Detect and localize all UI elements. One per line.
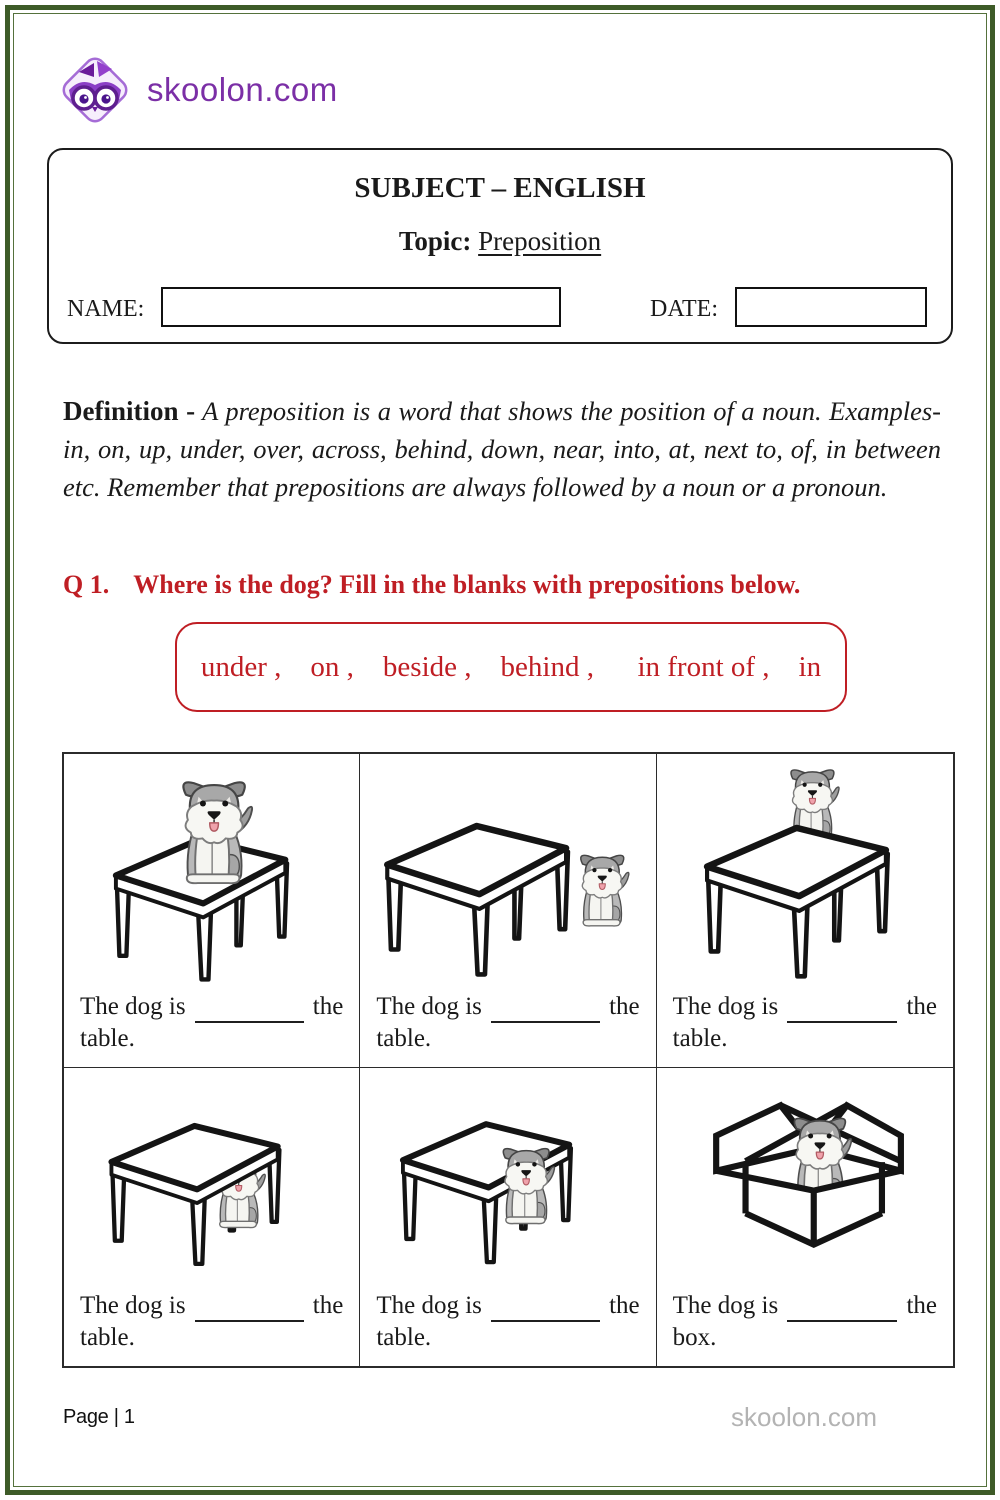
dog-in-box-image	[657, 1068, 953, 1280]
sentence-object: table.	[672, 1025, 728, 1052]
page-number: Page | 1	[63, 1406, 135, 1428]
dog-on-table-image	[64, 754, 359, 982]
cell-sentence	[360, 1290, 655, 1366]
footer-site-name: skoolon.com	[731, 1402, 877, 1432]
date-input-box[interactable]	[735, 287, 927, 327]
worksheet-header-box	[47, 148, 953, 344]
definition-label: Definition -	[63, 396, 196, 426]
topic-line	[49, 226, 951, 257]
sentence-object: table.	[80, 1025, 135, 1052]
sentence-object: table.	[376, 1025, 432, 1052]
worksheet-cell	[657, 1068, 953, 1366]
sentence-end: the	[609, 993, 640, 1020]
date-label: DATE:	[650, 296, 718, 322]
question-text: Where is the dog? Fill in the blanks with prepositions below.	[133, 570, 801, 599]
dog-under-table-image	[64, 1068, 359, 1280]
worksheet-cell	[657, 754, 953, 1068]
sentence-end: the	[312, 1292, 344, 1319]
word-bank-box	[175, 622, 847, 712]
answer-blank[interactable]	[491, 1017, 600, 1023]
dog-beside-table-image	[360, 754, 655, 982]
sentence-start: The dog is	[672, 993, 779, 1020]
sentence-object: table.	[376, 1324, 432, 1351]
subject-title: SUBJECT – ENGLISH	[354, 172, 646, 204]
sentence-start: The dog is	[672, 1292, 779, 1319]
topic-value: Preposition	[478, 226, 602, 256]
sentence-start: The dog is	[376, 993, 482, 1020]
word-bank-words: under , on , beside , behind , in front of , in	[200, 650, 822, 683]
answer-blank[interactable]	[787, 1316, 897, 1322]
question-number: Q 1.	[63, 570, 110, 599]
dog-behind-table-image	[657, 754, 953, 982]
name-input-box[interactable]	[161, 287, 561, 327]
worksheet-cell	[64, 1068, 360, 1366]
worksheet-cell	[360, 1068, 656, 1366]
worksheet-cell	[64, 754, 360, 1068]
cell-sentence	[64, 1290, 359, 1366]
exercise-grid	[62, 752, 955, 1368]
sentence-end: the	[906, 993, 937, 1020]
answer-blank[interactable]	[195, 1017, 304, 1023]
brand-name: skoolon.com	[147, 71, 338, 108]
answer-blank[interactable]	[195, 1316, 304, 1322]
cell-sentence	[360, 991, 655, 1067]
sentence-start: The dog is	[80, 993, 186, 1020]
definition-paragraph	[63, 392, 941, 506]
topic-label: Topic:	[398, 226, 472, 256]
sentence-end: the	[906, 1292, 937, 1319]
definition-text: A preposition is a word that shows the position of a noun. Examples- in, on, up, under, over, across, behind, down, near, into, at, next to, of, in between etc. Remember that prepositions are always followed by a noun or a pronoun.	[63, 396, 941, 502]
sentence-object: box.	[672, 1324, 717, 1351]
sentence-end: the	[312, 993, 344, 1020]
worksheet-cell	[360, 754, 656, 1068]
answer-blank[interactable]	[787, 1017, 897, 1023]
cell-sentence	[657, 1290, 953, 1366]
question-heading	[63, 570, 943, 600]
cell-sentence	[64, 991, 359, 1067]
sentence-object: table.	[80, 1324, 135, 1351]
brand-logo	[55, 50, 338, 130]
cell-sentence	[657, 991, 953, 1067]
sentence-start: The dog is	[80, 1292, 186, 1319]
owl-logo-icon	[55, 50, 135, 130]
dog-in-front-of-table-image	[360, 1068, 655, 1280]
sentence-end: the	[609, 1292, 640, 1319]
name-label: NAME:	[67, 296, 145, 322]
answer-blank[interactable]	[491, 1316, 600, 1322]
sentence-start: The dog is	[376, 1292, 482, 1319]
